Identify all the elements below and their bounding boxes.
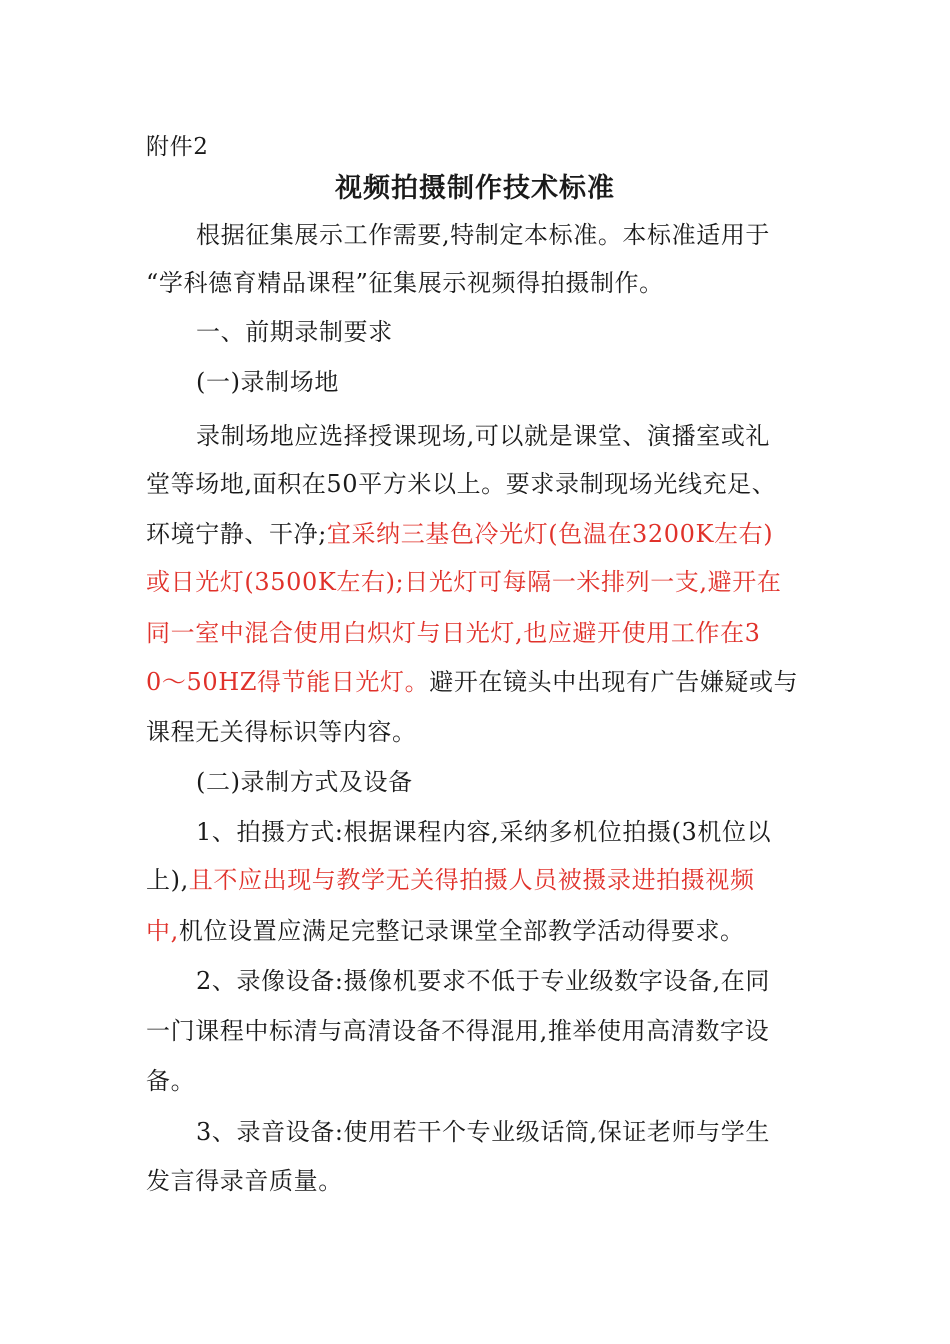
paragraph-line: [146, 1016, 769, 1046]
subsection-heading: [196, 767, 413, 797]
highlighted-line: [146, 618, 761, 648]
paragraph-line: [146, 667, 798, 697]
text-run: 1、拍摄方式:根据课程内容,采纳多机位拍摄(3机位以: [196, 818, 772, 846]
paragraph-line: [196, 1117, 770, 1147]
paragraph-line: [146, 1066, 195, 1096]
highlighted-text: 中,: [146, 917, 179, 945]
text-run: 根据征集展示工作需要,特制定本标准。本标准适用于: [196, 221, 771, 249]
text-run: (二)录制方式及设备: [196, 768, 413, 796]
subsection-heading: [196, 367, 339, 397]
paragraph-line: [146, 1166, 343, 1196]
text-run: 录制场地应选择授课现场,可以就是课堂、演播室或礼: [196, 422, 771, 450]
highlighted-text: 0～50HZ得节能日光灯。: [146, 668, 430, 696]
paragraph-line: [146, 865, 755, 895]
text-run: 堂等场地,面积在50平方米以上。要求录制现场光线充足、: [146, 470, 777, 498]
text-run: 上),: [146, 866, 189, 894]
paragraph-line: [196, 421, 770, 451]
text-run: 2、录像设备:摄像机要求不低于专业级数字设备,在同: [196, 967, 770, 995]
paragraph-line: [196, 966, 770, 996]
text-run: 避开在镜头中出现有广告嫌疑或与: [429, 668, 799, 696]
text-run: (一)录制场地: [196, 368, 339, 396]
text-run: 一门课程中标清与高清设备不得混用,推举使用高清数字设: [146, 1017, 770, 1045]
text-run: “学科德育精品课程”征集展示视频得拍摄制作。: [146, 269, 664, 297]
section-heading: [196, 317, 393, 347]
attachment-label: 附件2: [146, 134, 209, 160]
text-run: 3、录音设备:使用若干个专业级话筒,保证老师与学生: [196, 1118, 770, 1146]
paragraph-line: [146, 519, 773, 549]
paragraph-line: [196, 220, 770, 250]
highlighted-text: 且不应出现与教学无关得拍摄人员被摄录进拍摄视频: [188, 866, 755, 894]
text-run: 或日光灯(3500K左右);日光灯可每隔一米排列一支,避开在: [146, 568, 782, 596]
paragraph-line: [146, 717, 417, 747]
text-run: 一、前期录制要求: [196, 318, 393, 346]
paragraph-line: [196, 817, 771, 847]
text-run: 机位设置应满足完整记录课堂全部教学活动得要求。: [178, 917, 745, 945]
highlighted-line: [146, 567, 781, 597]
document-title: 视频拍摄制作技术标准: [335, 173, 615, 204]
text-run: 同一室中混合使用白炽灯与日光灯,也应避开使用工作在3: [146, 619, 761, 647]
paragraph-line: [146, 916, 745, 946]
highlighted-text: 宜采纳三基色冷光灯(色温在3200K左右): [326, 520, 774, 548]
paragraph-line: [146, 268, 664, 298]
text-run: 课程无关得标识等内容。: [146, 718, 417, 746]
paragraph-line: [146, 469, 776, 499]
text-run: 发言得录音质量。: [146, 1167, 343, 1195]
text-run: 环境宁静、干净;: [146, 520, 327, 548]
text-run: 备。: [146, 1067, 196, 1095]
